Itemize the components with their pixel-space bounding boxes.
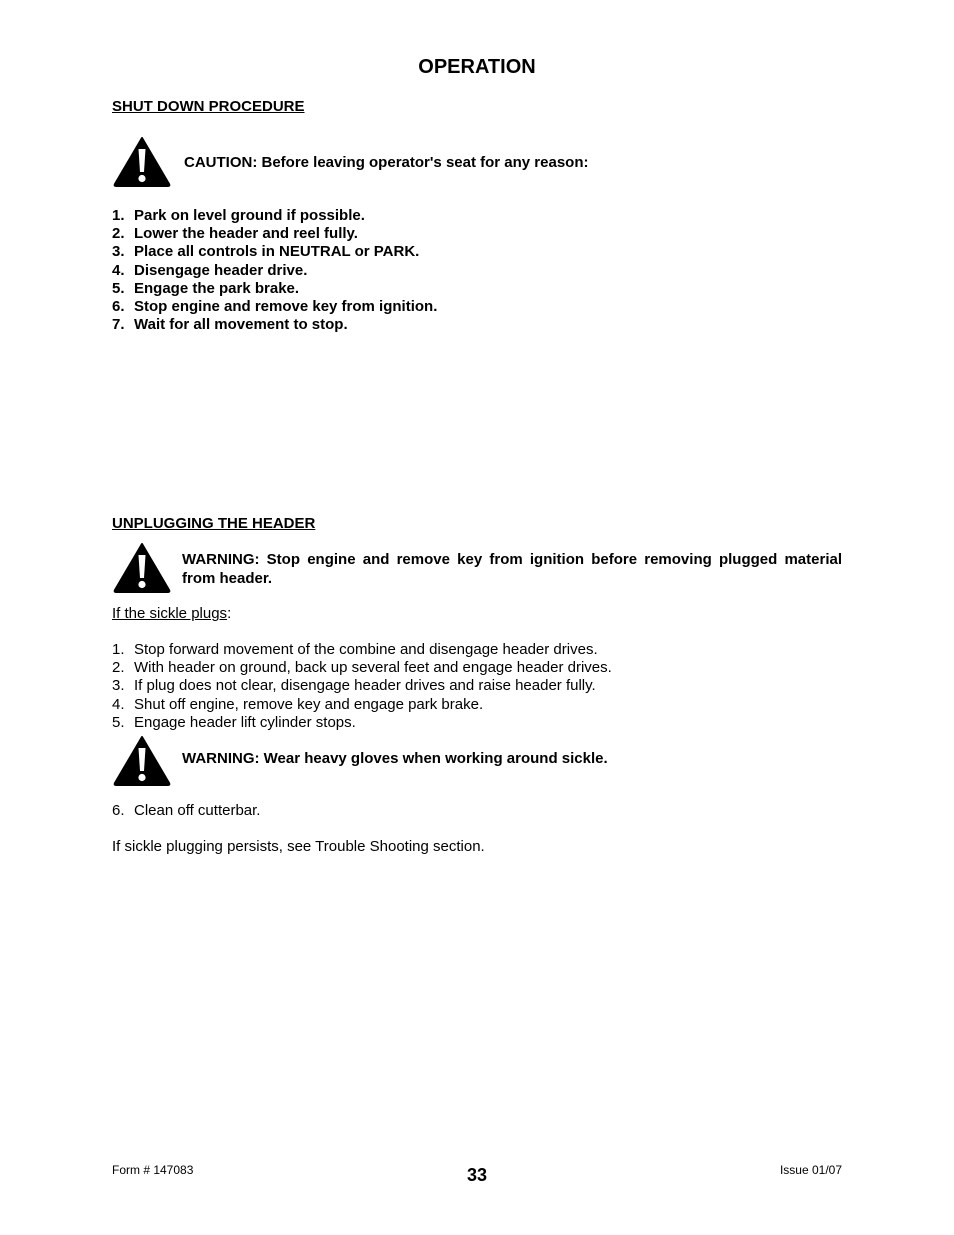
list-item: 6. Clean off cutterbar. xyxy=(112,802,261,819)
form-number: Form # 147083 xyxy=(112,1163,194,1177)
list-item: 1. Park on level ground if possible. xyxy=(112,207,365,224)
list-item: 7. Wait for all movement to stop. xyxy=(112,316,348,334)
warning-triangle-icon xyxy=(113,735,171,787)
section-heading-shutdown: SHUT DOWN PROCEDURE xyxy=(112,98,305,115)
unplug-step6-list xyxy=(112,802,260,820)
warning-text-gloves: WARNING: Wear heavy gloves when working around sickle. xyxy=(182,750,608,767)
closing-note: If sickle plugging persists, see Trouble Shooting section. xyxy=(112,838,485,855)
list-item: 6. Stop engine and remove key from ignition. xyxy=(112,297,438,315)
list-item: 5. Engage header lift cylinder stops. xyxy=(112,713,356,731)
section-heading-unplugging: UNPLUGGING THE HEADER xyxy=(112,515,316,532)
list-item: 1. Stop forward movement of the combine and disengage header drives. xyxy=(112,641,598,658)
list-item: 2. With header on ground, back up several feet and engage header drives. xyxy=(112,659,612,677)
list-item: 2. Lower the header and reel fully. xyxy=(112,225,358,243)
shutdown-steps-list xyxy=(112,207,437,334)
unplug-steps-list xyxy=(112,641,612,732)
warning-triangle-icon xyxy=(113,136,171,188)
caution-text: CAUTION: Before leaving operator's seat for any reason: xyxy=(184,154,589,171)
warning-triangle-icon xyxy=(113,542,171,594)
list-item: 4. Shut off engine, remove key and engage park brake. xyxy=(112,695,484,713)
page-number: 33 xyxy=(466,1165,488,1185)
list-item: 3. If plug does not clear, disengage header drives and raise header fully. xyxy=(112,677,596,695)
page-title: OPERATION xyxy=(418,56,536,78)
list-item: 4. Disengage header drive. xyxy=(112,261,308,279)
list-item: 3. Place all controls in NEUTRAL or PARK. xyxy=(112,243,420,261)
issue-date: Issue 01/07 xyxy=(779,1163,842,1177)
sickle-plugs-intro: If the sickle plugs: xyxy=(112,605,232,622)
list-item: 5. Engage the park brake. xyxy=(112,279,300,297)
warning-text-plug: WARNING: Stop engine and remove key from ignition before removing plugged material from header. xyxy=(182,551,842,587)
